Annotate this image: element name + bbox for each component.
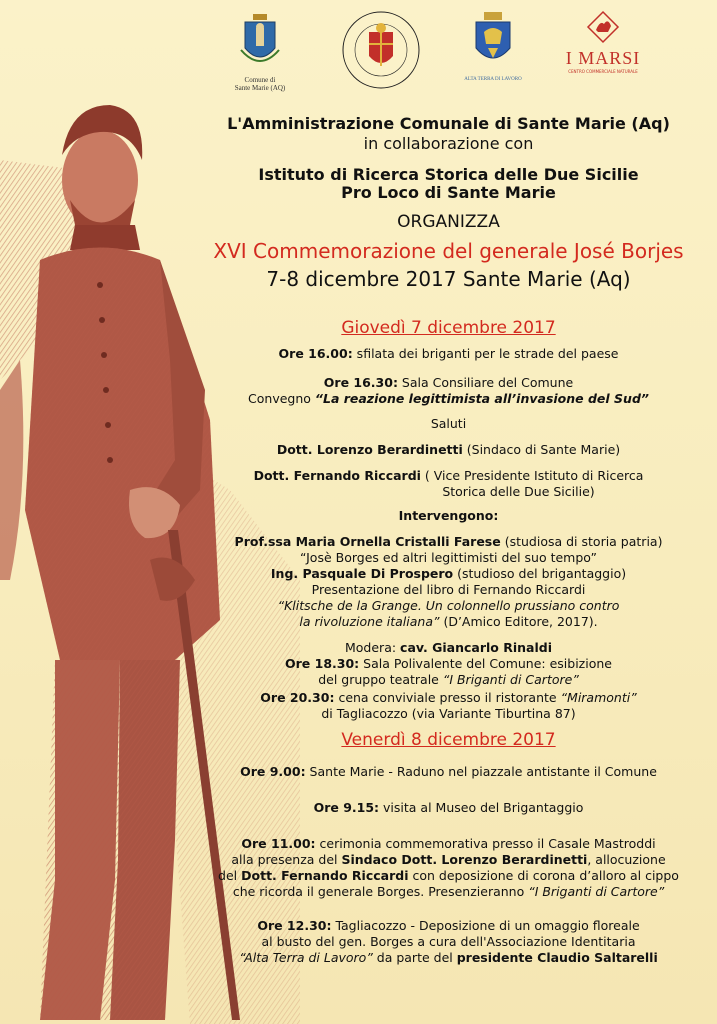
istituto-seal-icon: [341, 10, 421, 90]
comune-logo: [215, 10, 305, 92]
day1-event-3-group: del gruppo teatrale “I Briganti di Cartore”: [318, 672, 579, 687]
day1-event-4-place: di Tagliacozzo (via Variante Tiburtina 87): [321, 706, 576, 721]
day1-event-4: Ore 20.30: cena conviviale presso il ristorante “Miramonti”: [260, 690, 637, 705]
day2-event-2: Ore 9.15: visita al Museo del Brigantaggio: [313, 800, 584, 815]
saluto-1: Dott. Lorenzo Berardinetti (Sindaco di Sante Marie): [276, 442, 621, 457]
day2-event-4: Ore 12.30: Tagliacozzo - Deposizione di un omaggio floreale: [257, 918, 640, 933]
imarsi-logo: [558, 10, 648, 74]
imarsi-subtitle: CENTRO COMMERCIALE NATURALE: [568, 69, 638, 74]
day1-event-3: Ore 18.30: Sala Polivalente del Comune: esibizione: [285, 656, 612, 671]
event-title: XVI Commemorazione del generale José Borjes: [213, 239, 684, 263]
comune-caption-2: Sante Marie (AQ): [234, 84, 286, 92]
moderator: Modera: cav. Giancarlo Rinaldi: [345, 640, 552, 655]
book-title-1: “Klitsche de la Grange. Un colonnello prussiano contro: [277, 598, 620, 613]
imarsi-name: I MARSI: [565, 48, 641, 68]
proloco-crest-icon: [470, 10, 516, 72]
comune-caption: Comune di: [244, 76, 276, 84]
speaker-1-talk: “Josè Borges ed altri legittimisti del suo tempo”: [300, 550, 597, 565]
saluto-2: Dott. Fernando Riccardi ( Vice Presidente Istituto di Ricerca: [253, 468, 644, 483]
istituto-name: Istituto di Ricerca Storica delle Due Sicilie: [258, 165, 639, 184]
day1-event-2: Ore 16.30: Sala Consiliare del Comune: [323, 375, 574, 390]
day2-event-1: Ore 9.00: Sante Marie - Raduno nel piazzale antistante il Comune: [240, 764, 657, 779]
speaker-2: Ing. Pasquale Di Prospero (studioso del brigantaggio): [270, 566, 627, 581]
day2-event-3-l3: del Dott. Fernando Riccardi con deposizione di corona d’alloro al cippo: [218, 868, 679, 883]
day2-event-4-l2: al busto del gen. Borges a cura dell'Associazione Identitaria: [261, 934, 636, 949]
logos-row: [0, 10, 717, 110]
book-title-2: la rivoluzione italiana” (D’Amico Editore, 2017).: [299, 614, 598, 629]
day2-event-3: Ore 11.00: cerimonia commemorativa presso il Casale Mastroddi: [241, 836, 656, 851]
comune-crest-icon: [237, 10, 283, 72]
collaborazione-line: in collaborazione con: [363, 134, 534, 153]
saluti-label: Saluti: [430, 416, 467, 431]
proloco-caption: ALTA TERRA DI LAVORO: [464, 77, 522, 82]
book-intro: Presentazione del libro di Fernando Riccardi: [311, 582, 586, 597]
day2-event-4-l3: “Alta Terra di Lavoro” da parte del presidente Claudio Saltarelli: [239, 950, 658, 965]
speaker-1: Prof.ssa Maria Ornella Cristalli Farese (studiosa di storia patria): [234, 534, 663, 549]
proloco-logo: [448, 10, 538, 84]
day1-title: Giovedì 7 dicembre 2017: [341, 318, 556, 338]
intervengono-label: Intervengono:: [398, 508, 499, 523]
day1-convegno: Convegno “La reazione legittimista all’invasione del Sud”: [248, 391, 649, 406]
organizza-label: ORGANIZZA: [397, 212, 500, 232]
day2-event-3-l2: alla presenza del Sindaco Dott. Lorenzo Berardinetti, allocuzione: [231, 852, 666, 867]
day2-event-3-l4: che ricorda il generale Borges. Presenzieranno “I Briganti di Cartore”: [232, 884, 665, 899]
event-dates: 7-8 dicembre 2017 Sante Marie (Aq): [266, 267, 631, 291]
day1-event-1: Ore 16.00: sfilata dei briganti per le strade del paese: [278, 346, 619, 361]
day2-title: Venerdì 8 dicembre 2017: [341, 730, 556, 750]
imarsi-emblem-icon: [586, 10, 620, 44]
amministrazione-heading: L'Amministrazione Comunale di Sante Marie (Aq): [227, 114, 670, 133]
saluto-2-role: Storica delle Due Sicilie): [442, 484, 595, 499]
proloco-name: Pro Loco di Sante Marie: [341, 183, 556, 202]
istituto-logo: [336, 10, 426, 94]
